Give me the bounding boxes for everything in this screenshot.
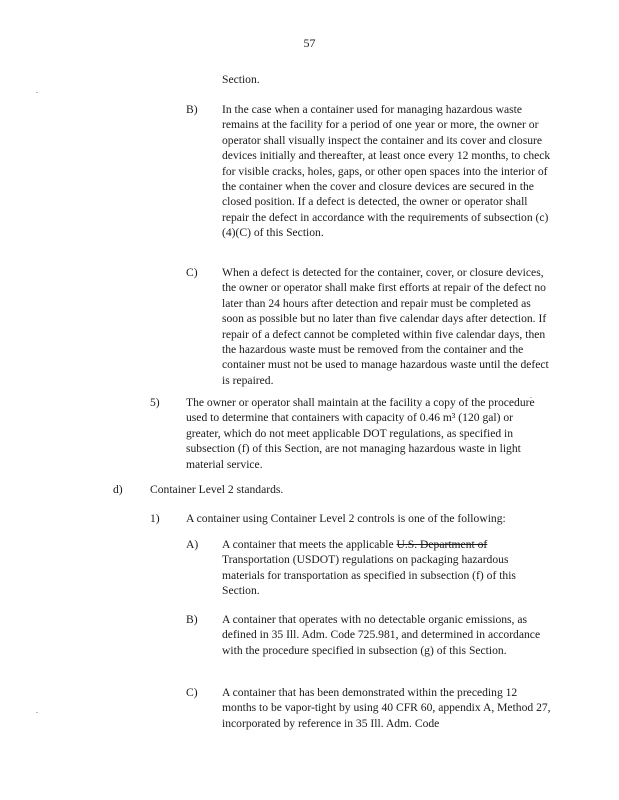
struck-text: U.S. Department of	[396, 538, 488, 551]
item-text-d1: A container using Container Level 2 controls is one of the following:	[186, 512, 506, 525]
item-label-c4B: B)	[186, 103, 198, 116]
margin-mark	[36, 712, 38, 713]
item-text-d: Container Level 2 standards.	[150, 483, 284, 496]
item-text-c5: The owner or operator shall maintain at the facility a copy of the procedure used to determine that containers with capacity of 0.46 m³ (120 gal) or greater, which do not meet applicable DOT regulations, as specified in subsection (f) of this Section, are not managing hazardous waste in light material service.	[186, 396, 535, 471]
item-label-d1B: B)	[186, 613, 198, 626]
item-label-d: d)	[113, 483, 123, 496]
item-label-d1: 1)	[150, 512, 160, 525]
top-fragment: Section.	[222, 73, 260, 86]
text-after-strike: Transportation (USDOT) regulations on packaging hazardous materials for transportation as specified in subsection (f) of this Section.	[222, 553, 516, 598]
item-text-d1C: A container that has been demonstrated within the preceding 12 months to be vapor-tight by using 40 CFR 60, appendix A, Method 27, incorporated by reference in 35 Ill. Adm. Code	[222, 686, 551, 730]
item-text-d1B: A container that operates with no detectable organic emissions, as defined in 35 Ill. Adm. Code 725.981, and determined in accordance with the procedure specified in subsection (g) of this Section.	[222, 613, 541, 657]
item-text-d1A	[222, 537, 550, 599]
item-label-c5: 5)	[150, 396, 160, 409]
item-text-c4C: When a defect is detected for the container, cover, or closure devices, the owner or operator shall make first efforts at repair of the defect no later than 24 hours after detection and repair must be completed as soon as possible but no later than five calendar days after detection. If repair of a defect cannot be completed within five calendar days, then the hazardous waste must be removed from the container and the container must not be used to manage hazardous waste until the defect is repaired.	[222, 266, 549, 387]
page-number: 57	[303, 36, 316, 50]
item-label-d1A: A)	[186, 538, 199, 551]
text-before-strike: A container that meets the applicable	[222, 538, 397, 551]
item-label-c4C: C)	[186, 266, 198, 279]
margin-mark	[36, 92, 38, 93]
item-label-d1C: C)	[186, 686, 198, 699]
item-text-c4B: In the case when a container used for managing hazardous waste remains at the facility for a period of one year or more, the owner or operator shall visually inspect the container and its cover and closure devices initially and thereafter, at least once every 12 months, to check for visible cracks, holes, gaps, or other open spaces into the interior of the container when the cover and closure devices are secured in the closed position. If a defect is detected, the owner or operator shall repair the defect in accordance with the requirements of subsection (c)(4)(C) of this Section.	[222, 103, 551, 240]
